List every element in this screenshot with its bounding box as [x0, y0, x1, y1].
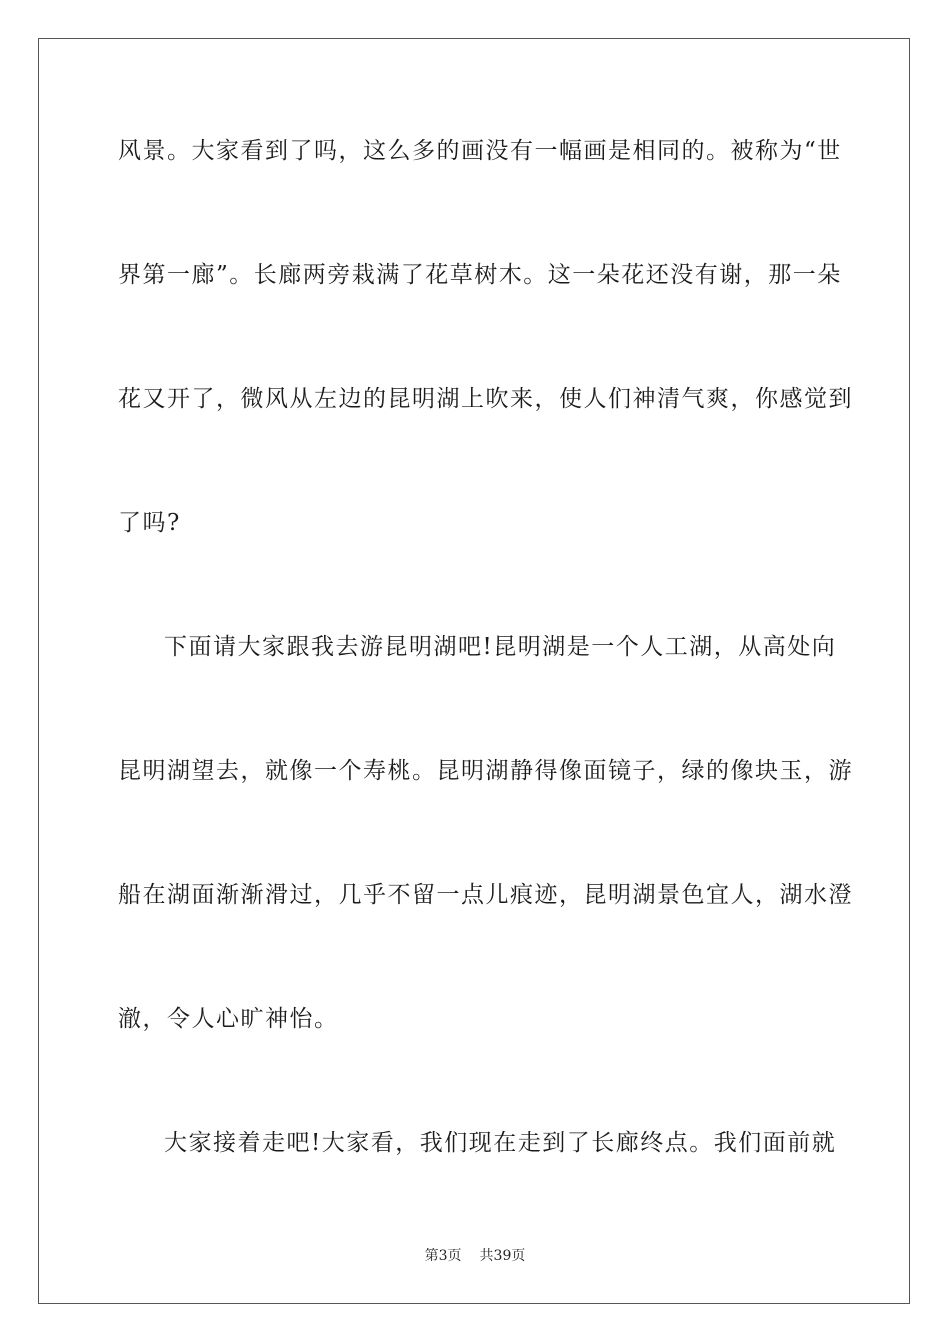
text-line: 界第一廊”。长廊两旁栽满了花草树木。这一朵花还没有谢，那一朵 — [118, 262, 842, 288]
page-border — [38, 38, 910, 1304]
text-line: 昆明湖望去，就像一个寿桃。昆明湖静得像面镜子，绿的像块玉，游 — [118, 758, 853, 784]
text-line: 澈，令人心旷神怡。 — [118, 1006, 339, 1032]
page-total: 共39页 — [479, 1248, 526, 1264]
text-line: 船在湖面渐渐滑过，几乎不留一点儿痕迹，昆明湖景色宜人，湖水澄 — [118, 882, 853, 908]
page-footer — [0, 1246, 950, 1266]
paragraph-start-line: 大家接着走吧!大家看，我们现在走到了长廊终点。我们面前就 — [164, 1130, 837, 1156]
text-line: 了吗? — [118, 510, 181, 536]
text-line: 风景。大家看到了吗，这么多的画没有一幅画是相同的。被称为“世 — [118, 138, 842, 164]
text-line: 花又开了，微风从左边的昆明湖上吹来，使人们神清气爽，你感觉到 — [118, 386, 853, 412]
page-number: 第3页 — [424, 1248, 462, 1264]
paragraph-start-line: 下面请大家跟我去游昆明湖吧!昆明湖是一个人工湖，从高处向 — [164, 634, 837, 660]
